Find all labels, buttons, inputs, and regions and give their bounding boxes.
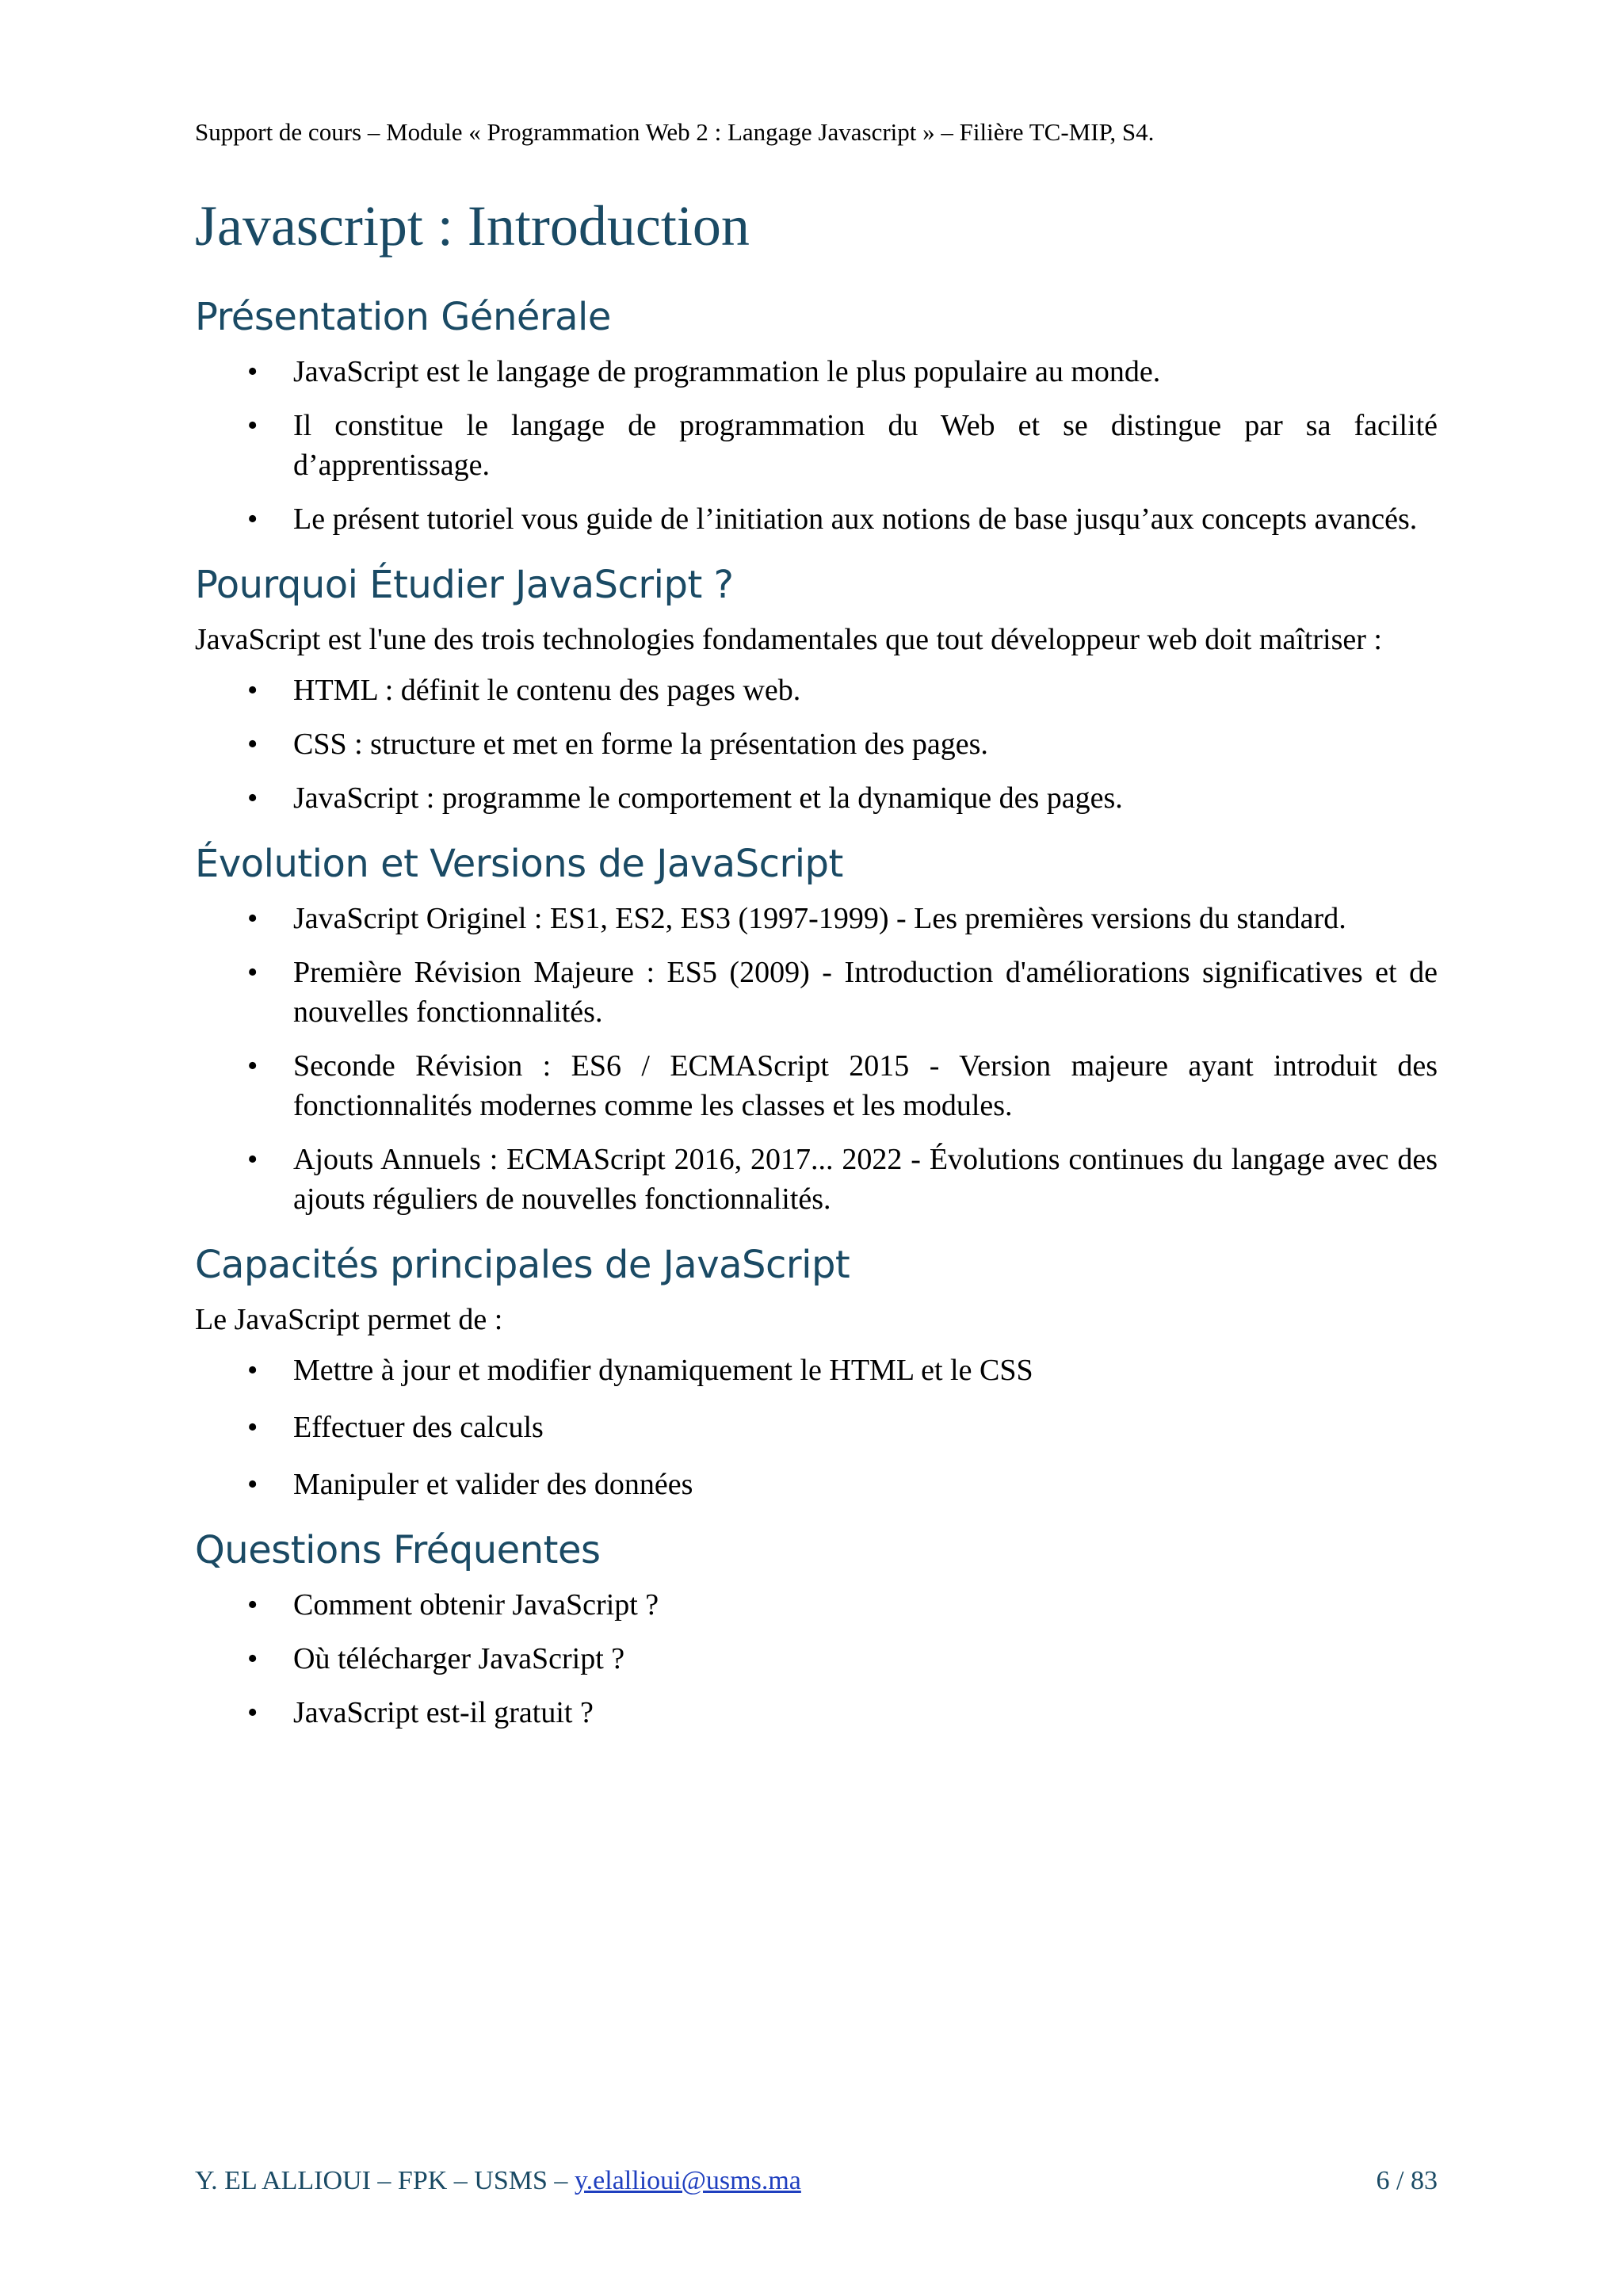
running-header: Support de cours – Module « Programmation Web 2 : Langage Javascript » – Filière TC-MIP, S4. — [195, 118, 1155, 146]
email-link[interactable]: y.elallioui@usms.ma — [574, 2166, 801, 2195]
bullet-icon: • — [247, 502, 258, 536]
list-item-text: Première Révision Majeure : ES5 (2009) - Introduction d'améliorations significatives et de nouvelles fonctionnalités. — [293, 956, 1438, 1029]
bullet-list — [195, 1585, 1438, 1733]
bullet-icon: • — [247, 1143, 258, 1176]
list-item-text: Comment obtenir JavaScript ? — [293, 1588, 659, 1622]
list-item-text: JavaScript est-il gratuit ? — [293, 1696, 594, 1729]
section-heading: Capacités principales de JavaScript — [195, 1243, 850, 1287]
list-item — [195, 1465, 1438, 1504]
list-item — [195, 1639, 1438, 1679]
section-capabilities — [195, 1240, 1438, 1504]
section-heading: Pourquoi Étudier JavaScript ? — [195, 563, 734, 607]
list-item-text: CSS : structure et met en forme la présentation des pages. — [293, 728, 988, 761]
section-heading: Présentation Générale — [195, 295, 611, 339]
section-heading: Questions Fréquentes — [195, 1528, 601, 1572]
bullet-icon: • — [247, 1411, 258, 1444]
list-item-text: Ajouts Annuels : ECMAScript 2016, 2017... 2022 - Évolutions continues du langage avec des ajouts réguliers de nouvelles fonctionnalités. — [293, 1143, 1438, 1216]
bullet-icon: • — [247, 1588, 258, 1622]
bullet-icon: • — [247, 1696, 258, 1729]
document-body — [195, 292, 1438, 1753]
page-number: 6 / 83 — [1376, 2166, 1438, 2195]
section-heading: Évolution et Versions de JavaScript — [195, 842, 843, 886]
list-item — [195, 406, 1438, 485]
list-item-text: Le présent tutoriel vous guide de l’initiation aux notions de base jusqu’aux concepts avancés. — [293, 502, 1418, 536]
section-presentation — [195, 292, 1438, 539]
list-item-text: JavaScript : programme le comportement et la dynamique des pages. — [293, 781, 1123, 815]
list-item — [195, 1693, 1438, 1733]
list-item-text: JavaScript Originel : ES1, ES2, ES3 (1997-1999) - Les premières versions du standard. — [293, 902, 1346, 935]
footer-author — [195, 2164, 801, 2199]
list-item-text: Mettre à jour et modifier dynamiquement le HTML et le CSS — [293, 1354, 1033, 1387]
bullet-icon: • — [247, 1642, 258, 1675]
section-why-study — [195, 560, 1438, 818]
list-item — [195, 1350, 1438, 1390]
bullet-icon: • — [247, 1468, 258, 1501]
bullet-icon: • — [247, 728, 258, 761]
list-item-text: JavaScript est le langage de programmation le plus populaire au monde. — [293, 355, 1161, 388]
bullet-list — [195, 899, 1438, 1219]
section-intro: JavaScript est l'une des trois technologies fondamentales que tout développeur web doit maîtriser : — [195, 623, 1382, 656]
list-item — [195, 724, 1438, 764]
list-item-text: Manipuler et valider des données — [293, 1468, 693, 1501]
section-faq — [195, 1525, 1438, 1733]
bullet-list — [195, 352, 1438, 539]
bullet-icon: • — [247, 1049, 258, 1083]
list-item — [195, 1585, 1438, 1625]
bullet-icon: • — [247, 1354, 258, 1387]
list-item-text: Où télécharger JavaScript ? — [293, 1642, 625, 1675]
footer-author-text: Y. EL ALLIOUI – FPK – USMS – — [195, 2166, 575, 2195]
list-item-text: Il constitue le langage de programmation du Web et se distingue par sa facilité d’apprentissage. — [293, 409, 1438, 482]
list-item — [195, 352, 1438, 392]
bullet-icon: • — [247, 956, 258, 989]
bullet-list — [195, 670, 1438, 818]
list-item — [195, 499, 1438, 539]
list-item-text: Seconde Révision : ES6 / ECMAScript 2015 - Version majeure ayant introduit des fonctionnalités modernes comme les classes et les modules. — [293, 1049, 1438, 1122]
list-item — [195, 953, 1438, 1032]
bullet-list — [195, 1350, 1438, 1504]
list-item — [195, 1046, 1438, 1125]
bullet-icon: • — [247, 674, 258, 707]
bullet-icon: • — [247, 355, 258, 388]
page-title: Javascript : Introduction — [195, 194, 750, 258]
list-item — [195, 1408, 1438, 1447]
list-item — [195, 670, 1438, 710]
section-evolution — [195, 839, 1438, 1219]
list-item — [195, 1140, 1438, 1219]
list-item-text: Effectuer des calculs — [293, 1411, 544, 1444]
list-item — [195, 899, 1438, 938]
list-item-text: HTML : définit le contenu des pages web. — [293, 674, 801, 707]
bullet-icon: • — [247, 409, 258, 442]
list-item — [195, 778, 1438, 818]
section-intro: Le JavaScript permet de : — [195, 1303, 503, 1336]
bullet-icon: • — [247, 781, 258, 815]
bullet-icon: • — [247, 902, 258, 935]
